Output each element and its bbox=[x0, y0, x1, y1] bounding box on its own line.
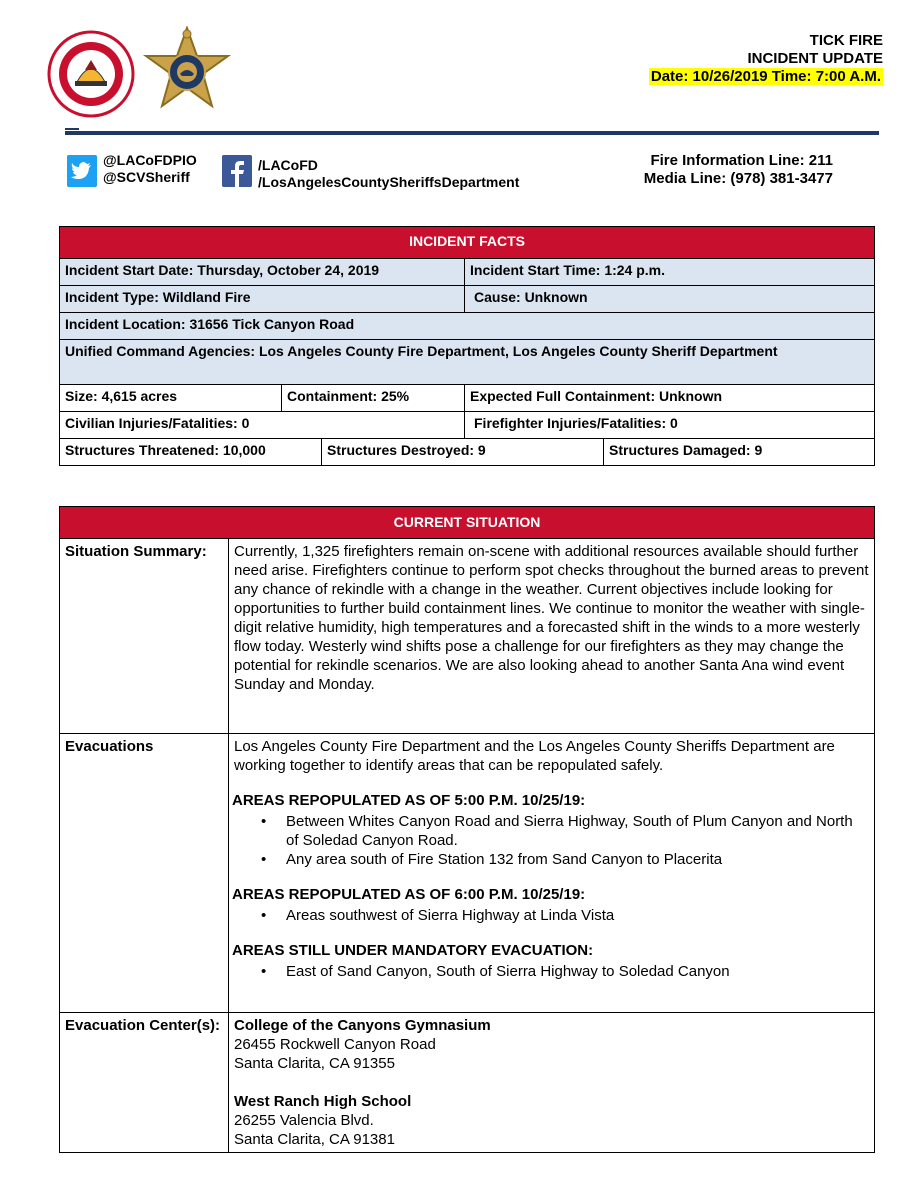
facebook-icon bbox=[222, 155, 252, 187]
evac-group-list bbox=[234, 812, 869, 869]
unified-command-agencies: Unified Command Agencies: Los Angeles County Fire Department, Los Angeles County Sheriff Department bbox=[60, 340, 875, 385]
update-date-time: Date: 10/26/2019 Time: 7:00 A.M. bbox=[650, 68, 881, 85]
facebook-page-sheriff[interactable]: /LosAngelesCountySheriffsDepartment bbox=[258, 174, 520, 190]
containment: Containment: 25% bbox=[282, 385, 465, 412]
evacuation-centers-label: Evacuation Center(s): bbox=[60, 1013, 229, 1153]
civilian-injuries: Civilian Injuries/Fatalities: 0 bbox=[60, 412, 465, 439]
evac-group-list bbox=[234, 906, 869, 925]
expected-full-containment: Expected Full Containment: Unknown bbox=[465, 385, 875, 412]
evac-center-address: 26255 Valencia Blvd. bbox=[234, 1112, 374, 1129]
situation-summary-label: Situation Summary: bbox=[60, 539, 229, 734]
situation-summary-text: Currently, 1,325 firefighters remain on-scene with additional resources available should further need arise. Firefighters continue to perform spot checks throughout the burned areas to prevent any chance of rekindle with a change in the weather. Current objectives include looking for opportunities to further build containment lines. We continue to monitor the weather with single-digit relative humidity, high temperatures and a forecasted shift in the winds to a more westerly flow today. Westerly wind shifts pose a challenge for our firefighters as they may change the potential for rekindle scenarios. We are also looking ahead to another Santa Ana wind event Sunday and Monday. bbox=[229, 539, 875, 734]
twitter-handle-sheriff[interactable]: @SCVSheriff bbox=[103, 169, 190, 185]
evac-group-heading: AREAS REPOPULATED AS OF 6:00 P.M. 10/25/19: bbox=[232, 886, 586, 903]
incident-start-time: Incident Start Time: 1:24 p.m. bbox=[465, 259, 875, 286]
structures-threatened: Structures Threatened: 10,000 bbox=[60, 439, 322, 466]
media-line: Media Line: (978) 381-3477 bbox=[643, 170, 833, 187]
current-situation-heading: CURRENT SITUATION bbox=[60, 507, 875, 539]
evac-area-item: • Areas southwest of Sierra Highway at Linda Vista bbox=[286, 906, 869, 925]
incident-name: TICK FIRE bbox=[809, 32, 883, 49]
evac-area-item: • Any area south of Fire Station 132 from Sand Canyon to Placerita bbox=[286, 850, 869, 869]
evacuations-intro: Los Angeles County Fire Department and the Los Angeles County Sheriffs Department are working together to identify areas that can be repopulated safely. bbox=[234, 738, 835, 774]
fire-department-logo bbox=[47, 30, 135, 118]
evac-center-name: College of the Canyons Gymnasium bbox=[234, 1017, 491, 1034]
update-label: INCIDENT UPDATE bbox=[747, 50, 883, 67]
twitter-handles bbox=[103, 152, 197, 186]
evac-area-item: • Between Whites Canyon Road and Sierra Highway, South of Plum Canyon and North of Soledad Canyon Road. bbox=[286, 812, 869, 850]
incident-location: Incident Location: 31656 Tick Canyon Road bbox=[60, 313, 875, 340]
incident-cause: Cause: Unknown bbox=[465, 286, 875, 313]
firefighter-injuries: Firefighter Injuries/Fatalities: 0 bbox=[465, 412, 875, 439]
evac-center-city: Santa Clarita, CA 91381 bbox=[234, 1131, 395, 1148]
structures-damaged: Structures Damaged: 9 bbox=[604, 439, 875, 466]
incident-facts-heading: INCIDENT FACTS bbox=[60, 227, 875, 259]
evac-area-item: • East of Sand Canyon, South of Sierra Highway to Soledad Canyon bbox=[286, 962, 869, 981]
incident-start-date: Incident Start Date: Thursday, October 24, 2019 bbox=[60, 259, 465, 286]
evac-group-heading: AREAS STILL UNDER MANDATORY EVACUATION: bbox=[232, 942, 594, 959]
facebook-pages bbox=[258, 157, 519, 191]
sheriff-badge-logo bbox=[140, 26, 234, 120]
evac-center-name: West Ranch High School bbox=[234, 1093, 412, 1110]
fire-size: Size: 4,615 acres bbox=[60, 385, 282, 412]
evac-group-heading: AREAS REPOPULATED AS OF 5:00 P.M. 10/25/19: bbox=[232, 792, 586, 809]
evacuation-centers-details bbox=[229, 1013, 875, 1153]
evacuations-label: Evacuations bbox=[60, 734, 229, 1013]
incident-type: Incident Type: Wildland Fire bbox=[60, 286, 465, 313]
twitter-icon bbox=[67, 155, 97, 187]
contact-lines bbox=[644, 152, 833, 188]
current-situation-table bbox=[59, 506, 875, 1153]
header-rule-accent bbox=[65, 128, 79, 130]
evac-group-list bbox=[234, 962, 869, 981]
fire-info-line: Fire Information Line: 211 bbox=[650, 152, 833, 169]
incident-header bbox=[649, 32, 883, 86]
incident-facts-table bbox=[59, 226, 875, 466]
structures-destroyed: Structures Destroyed: 9 bbox=[322, 439, 604, 466]
evacuations-details bbox=[229, 734, 875, 1013]
facebook-page-fire[interactable]: /LACoFD bbox=[258, 157, 318, 173]
header-rule bbox=[65, 131, 879, 135]
evac-center-address: 26455 Rockwell Canyon Road bbox=[234, 1036, 436, 1053]
evac-center-city: Santa Clarita, CA 91355 bbox=[234, 1055, 395, 1072]
twitter-handle-fire[interactable]: @LACoFDPIO bbox=[103, 152, 197, 168]
